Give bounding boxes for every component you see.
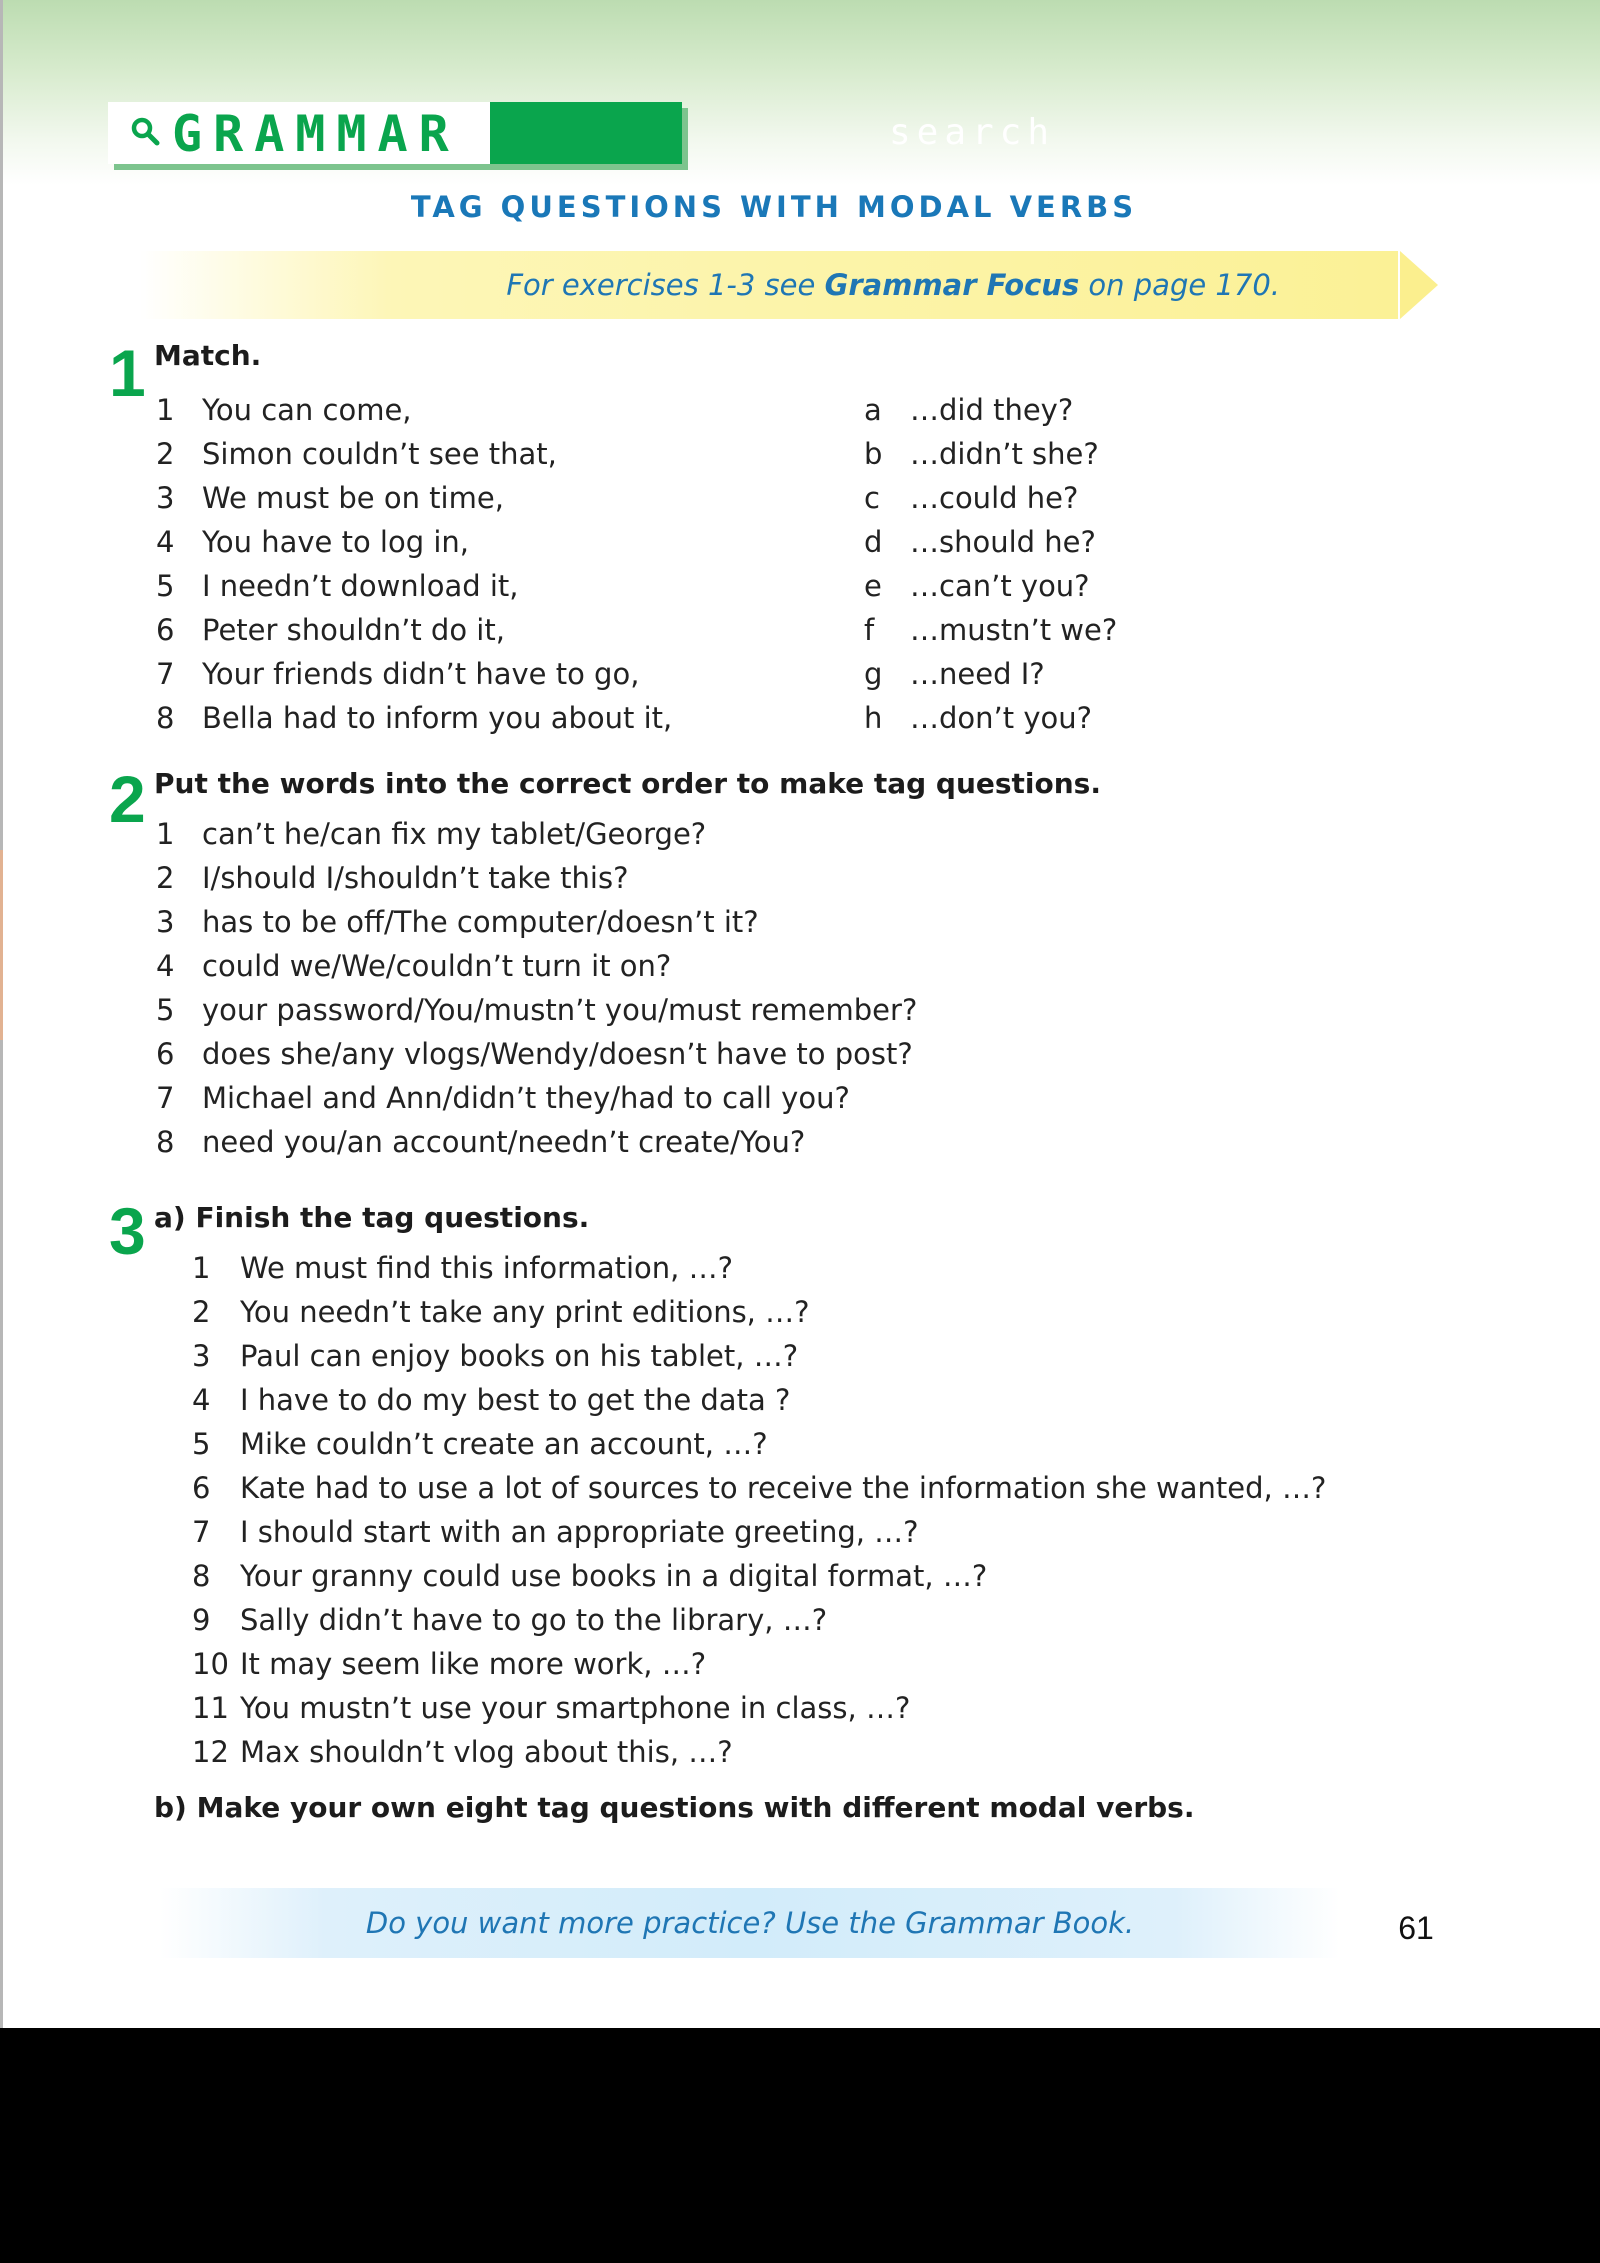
finish-item (192, 1554, 1342, 1598)
item-text: Bella had to inform you about it, (202, 701, 673, 735)
page-title: TAG QUESTIONS WITH MODAL VERBS (410, 190, 1138, 224)
item-text: …did they? (910, 393, 1074, 427)
order-item (156, 1120, 1056, 1164)
item-number: 8 (192, 1559, 211, 1593)
order-item (156, 944, 1056, 988)
match-left-item (156, 564, 796, 608)
exercise-3a-instruction: a) Finish the tag questions. (154, 1201, 590, 1234)
item-number: 6 (192, 1471, 211, 1505)
finish-item (192, 1466, 1342, 1510)
match-right-item (864, 608, 1284, 652)
item-text: does she/any vlogs/Wendy/doesn’t have to post? (202, 1037, 913, 1071)
item-text: Sally didn’t have to go to the library, …? (240, 1603, 828, 1637)
match-right-item (864, 696, 1284, 740)
item-letter: d (864, 525, 883, 559)
item-text: your password/You/mustn’t you/must remember? (202, 993, 918, 1027)
item-text: has to be off/The computer/doesn’t it? (202, 905, 759, 939)
footer-text: Do you want more practice? Use the Grammar Book. (365, 1906, 1135, 1940)
match-right-item (864, 476, 1284, 520)
item-number: 12 (192, 1735, 229, 1769)
item-text: I have to do my best to get the data ? (240, 1383, 791, 1417)
finish-item (192, 1246, 1342, 1290)
finish-item (192, 1290, 1342, 1334)
item-text: …mustn’t we? (910, 613, 1118, 647)
note-prefix: For exercises 1-3 see (506, 268, 825, 302)
item-number: 4 (156, 525, 175, 559)
match-left-item (156, 432, 796, 476)
search-icon (130, 116, 160, 146)
item-number: 5 (192, 1427, 211, 1461)
item-letter: g (864, 657, 883, 691)
item-text: …should he? (910, 525, 1096, 559)
item-letter: h (864, 701, 883, 735)
note-suffix: on page 170. (1079, 268, 1280, 302)
item-text: Max shouldn’t vlog about this, …? (240, 1735, 733, 1769)
match-left-item (156, 608, 796, 652)
finish-item (192, 1730, 1342, 1774)
item-letter: f (864, 613, 875, 647)
note-emphasis: Grammar Focus (824, 268, 1080, 302)
item-text: Michael and Ann/didn’t they/had to call you? (202, 1081, 850, 1115)
order-item (156, 1076, 1056, 1120)
match-right-item (864, 652, 1284, 696)
item-text: need you/an account/needn’t create/You? (202, 1125, 806, 1159)
grammar-search-badge (108, 102, 1056, 170)
note-arrow (1400, 251, 1438, 319)
item-number: 2 (192, 1295, 211, 1329)
order-item (156, 856, 1056, 900)
item-text: …didn’t she? (910, 437, 1099, 471)
item-number: 7 (156, 1081, 175, 1115)
item-text: You mustn’t use your smartphone in class, …? (240, 1691, 911, 1725)
exercise-3-number: 3 (109, 1194, 146, 1268)
finish-item (192, 1510, 1342, 1554)
item-letter: a (864, 393, 882, 427)
item-text: Paul can enjoy books on his tablet, …? (240, 1339, 799, 1373)
exercise-1-instruction: Match. (154, 339, 262, 372)
item-number: 6 (156, 613, 175, 647)
item-number: 2 (156, 861, 175, 895)
page-number: 61 (1398, 1910, 1434, 1946)
match-right-item (864, 432, 1284, 476)
match-left-item (156, 652, 796, 696)
badge-green-panel (490, 102, 1056, 164)
match-left-item (156, 476, 796, 520)
item-number: 4 (192, 1383, 211, 1417)
badge-search-word: search (888, 112, 1056, 153)
item-number: 1 (156, 393, 175, 427)
item-number: 3 (156, 481, 175, 515)
item-text: You needn’t take any print editions, …? (240, 1295, 810, 1329)
item-text: You can come, (202, 393, 412, 427)
item-text: Simon couldn’t see that, (202, 437, 557, 471)
item-text: could we/We/couldn’t turn it on? (202, 949, 672, 983)
item-text: I/should I/shouldn’t take this? (202, 861, 629, 895)
item-number: 6 (156, 1037, 175, 1071)
finish-item (192, 1642, 1342, 1686)
finish-item (192, 1422, 1342, 1466)
order-item (156, 1032, 1056, 1076)
finish-item (192, 1378, 1342, 1422)
item-number: 1 (156, 817, 175, 851)
finish-item (192, 1598, 1342, 1642)
item-number: 7 (156, 657, 175, 691)
item-number: 4 (156, 949, 175, 983)
item-number: 5 (156, 569, 175, 603)
item-text: Peter shouldn’t do it, (202, 613, 505, 647)
note-text (140, 251, 1280, 319)
finish-item (192, 1686, 1342, 1730)
item-letter: c (864, 481, 880, 515)
order-item (156, 988, 1056, 1032)
exercise-1-number: 1 (109, 336, 146, 410)
item-text: …don’t you? (910, 701, 1093, 735)
item-text: We must find this information, …? (240, 1251, 733, 1285)
match-right-item (864, 564, 1284, 608)
item-text: Your friends didn’t have to go, (202, 657, 640, 691)
item-number: 11 (192, 1691, 229, 1725)
order-item (156, 900, 1056, 944)
match-right-item (864, 520, 1284, 564)
match-left-item (156, 520, 796, 564)
item-number: 5 (156, 993, 175, 1027)
item-text: We must be on time, (202, 481, 504, 515)
item-number: 8 (156, 701, 175, 735)
page-edge-accent (0, 850, 3, 1040)
badge-grammar-word: GRAMMAR (172, 105, 460, 163)
item-text: …can’t you? (910, 569, 1090, 603)
item-text: It may seem like more work, …? (240, 1647, 707, 1681)
item-text: I should start with an appropriate greeting, …? (240, 1515, 919, 1549)
match-right-item (864, 388, 1284, 432)
item-text: Your granny could use books in a digital format, …? (240, 1559, 988, 1593)
item-number: 9 (192, 1603, 211, 1637)
exercise-3b-instruction: b) Make your own eight tag questions with different modal verbs. (154, 1791, 1195, 1824)
item-number: 8 (156, 1125, 175, 1159)
badge-white-panel (108, 102, 490, 164)
item-number: 2 (156, 437, 175, 471)
item-text: …could he? (910, 481, 1079, 515)
item-letter: e (864, 569, 882, 603)
item-number: 3 (192, 1339, 211, 1373)
item-text: can’t he/can fix my tablet/George? (202, 817, 707, 851)
order-item (156, 812, 1056, 856)
item-text: I needn’t download it, (202, 569, 519, 603)
exercise-2-instruction: Put the words into the correct order to make tag questions. (154, 767, 1101, 800)
match-left-item (156, 696, 796, 740)
item-number: 7 (192, 1515, 211, 1549)
item-number: 10 (192, 1647, 229, 1681)
exercise-2-number: 2 (109, 762, 146, 836)
finish-item (192, 1334, 1342, 1378)
match-left-item (156, 388, 796, 432)
item-number: 3 (156, 905, 175, 939)
item-text: Kate had to use a lot of sources to receive the information she wanted, …? (240, 1471, 1327, 1505)
item-text: Mike couldn’t create an account, …? (240, 1427, 768, 1461)
item-text: …need I? (910, 657, 1045, 691)
item-number: 1 (192, 1251, 211, 1285)
item-text: You have to log in, (202, 525, 469, 559)
item-letter: b (864, 437, 883, 471)
